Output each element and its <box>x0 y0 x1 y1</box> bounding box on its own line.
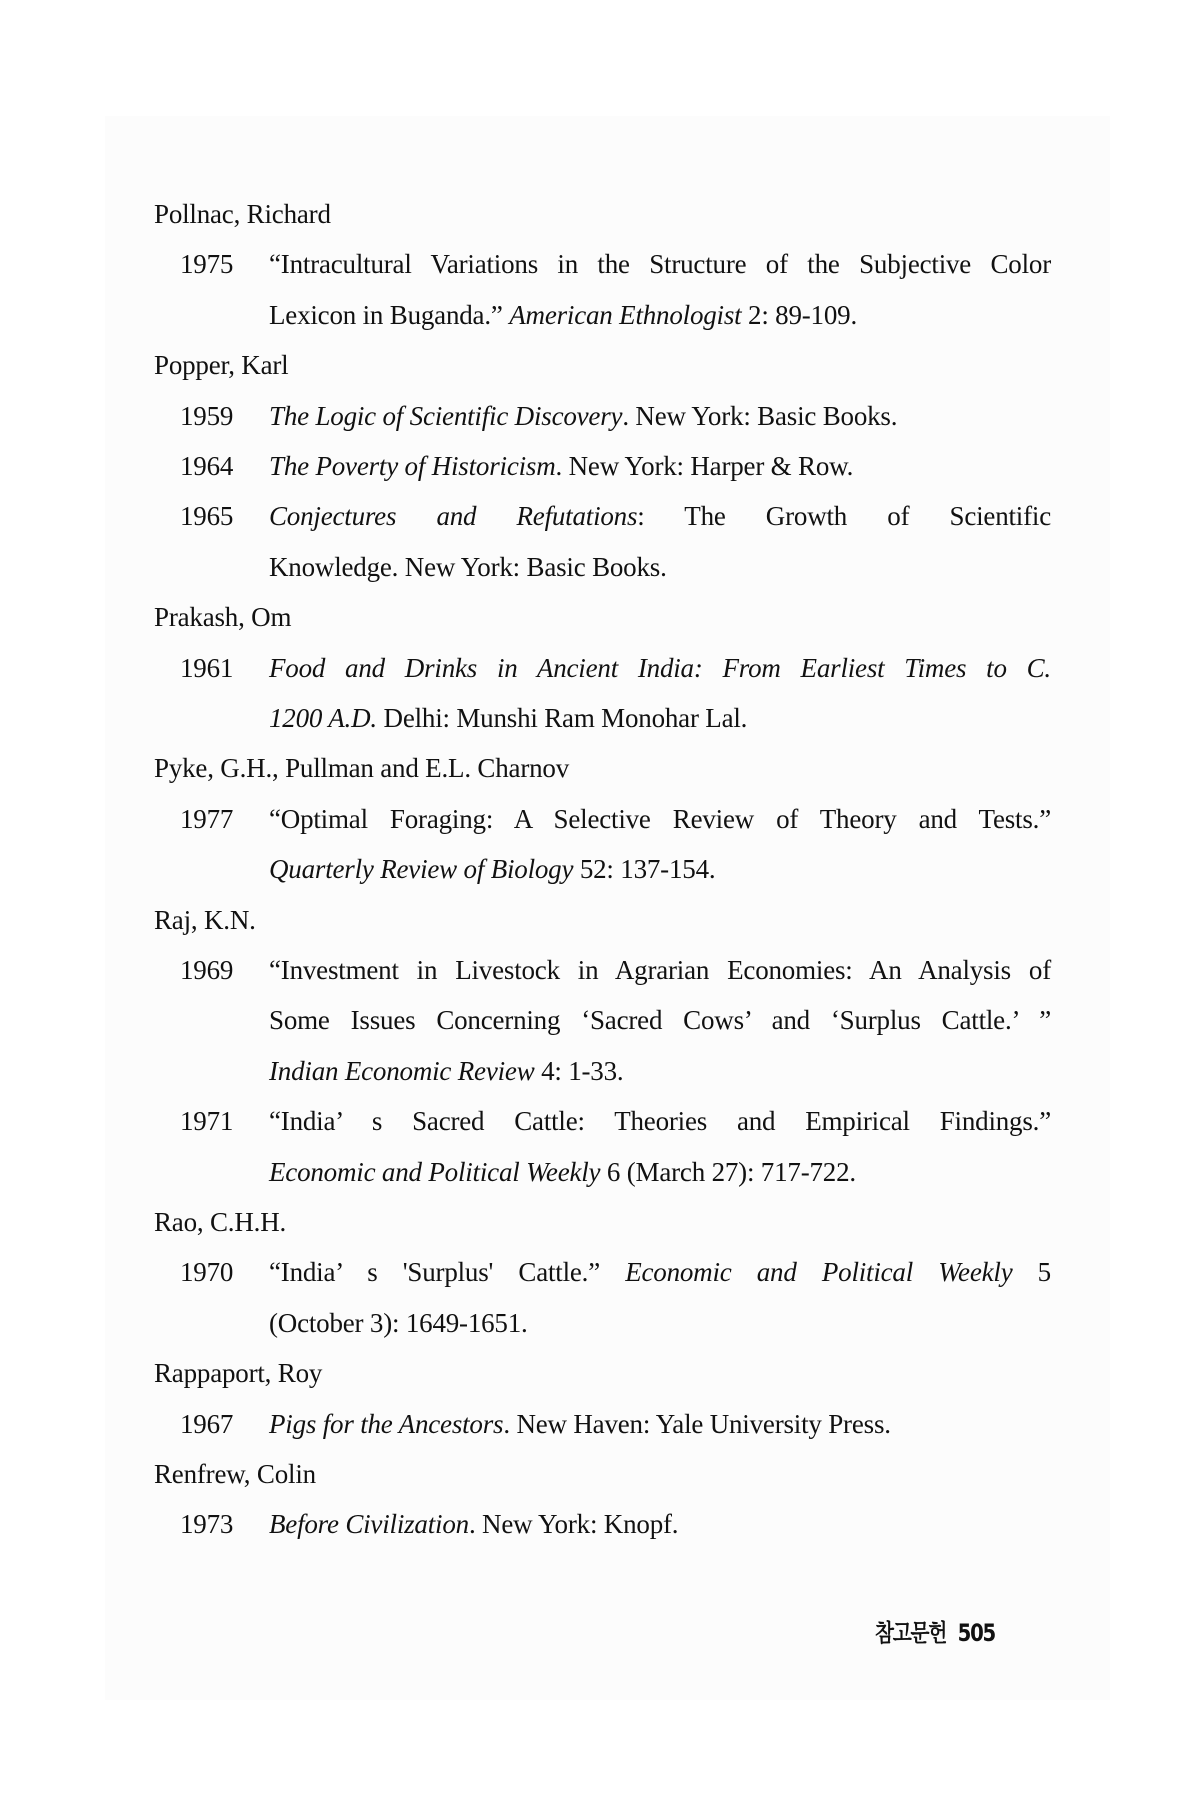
reference-text: Delhi: Munshi Ram Monohar Lal. <box>376 703 748 733</box>
italic-title: Pigs for the Ancestors <box>269 1408 504 1439</box>
reference-text-line <box>269 551 667 583</box>
reference-author: Prakash, Om <box>154 602 292 633</box>
reference-text: 4: 1-33. <box>534 1055 624 1086</box>
reference-year: 1965 <box>180 501 234 532</box>
reference-text-line <box>269 400 897 432</box>
italic-title: Quarterly Review of Biology <box>269 854 574 885</box>
reference-text-line <box>269 853 715 885</box>
reference-text-line <box>269 299 857 331</box>
reference-author: Popper, Karl <box>154 350 289 381</box>
reference-year: 1967 <box>180 1408 234 1439</box>
italic-title: Economic and Political Weekly <box>625 1257 1013 1288</box>
reference-text: . New York: Basic Books. <box>622 400 898 431</box>
reference-author: Rappaport, Roy <box>154 1358 323 1389</box>
reference-text: Some Issues Concerning ‘Sacred Cows’ and ‘Surplus Cattle.’ ” <box>269 1005 1051 1036</box>
italic-title: American Ethnologist <box>509 299 742 330</box>
reference-text: Knowledge. New York: Basic Books. <box>269 551 667 582</box>
italic-title: Food and Drinks in Ancient India: From Earliest Times to C. <box>269 652 1051 683</box>
reference-text: . New York: Knopf. <box>468 1509 679 1540</box>
section-label: 참고문헌 <box>875 1619 947 1647</box>
italic-title: Economic and Political Weekly <box>269 1156 601 1187</box>
reference-text-line <box>269 500 1051 532</box>
reference-year: 1977 <box>180 803 234 834</box>
reference-text: (October 3): 1649-1651. <box>269 1307 528 1338</box>
reference-text-line <box>269 1508 678 1540</box>
reference-text-line <box>269 954 1051 986</box>
italic-title: 1200 A.D. <box>269 703 377 733</box>
reference-text: “Optimal Foraging: A Selective Review of Theory and Tests.” <box>269 803 1051 834</box>
reference-text: . New York: Harper & Row. <box>555 451 854 481</box>
italic-title: Indian Economic Review <box>269 1055 535 1086</box>
reference-text: “India’ s Sacred Cattle: Theories and Empirical Findings.” <box>269 1106 1051 1137</box>
reference-text: : The Growth of Scientific <box>637 501 1051 532</box>
reference-text: “India’ s 'Surplus' Cattle.” <box>269 1257 626 1288</box>
reference-text: 6 (March 27): 717-722. <box>600 1156 856 1187</box>
reference-text-line <box>269 1408 891 1440</box>
reference-text-line <box>269 1105 1051 1137</box>
reference-author: Pyke, G.H., Pullman and E.L. Charnov <box>154 753 570 784</box>
reference-text-line <box>269 1004 1051 1036</box>
reference-text-line <box>269 702 747 734</box>
reference-text: 2: 89-109. <box>741 299 858 330</box>
reference-author: Renfrew, Colin <box>154 1459 316 1489</box>
reference-author: Pollnac, Richard <box>154 199 331 229</box>
reference-text-line <box>269 1156 856 1188</box>
reference-year: 1973 <box>180 1509 234 1540</box>
reference-year: 1959 <box>180 400 234 431</box>
italic-title: The Logic of Scientific Discovery <box>269 400 623 431</box>
reference-text-line <box>269 1256 1051 1288</box>
reference-text-line <box>269 1307 528 1339</box>
reference-author: Raj, K.N. <box>154 904 256 935</box>
reference-year: 1975 <box>180 249 234 280</box>
italic-title: Conjectures and Refutations <box>269 501 638 532</box>
reference-year: 1964 <box>180 451 234 481</box>
page-number: 505 <box>957 1619 996 1647</box>
reference-text-line <box>269 652 1051 684</box>
reference-year: 1971 <box>180 1106 234 1137</box>
reference-text: 52: 137-154. <box>573 854 716 885</box>
reference-text-line <box>269 1055 623 1087</box>
reference-text: Lexicon in Buganda.” <box>269 299 510 330</box>
reference-text-line <box>269 803 1051 835</box>
reference-text: “Investment in Livestock in Agrarian Economies: An Analysis of <box>269 955 1051 985</box>
reference-text: 5 <box>1012 1257 1051 1288</box>
reference-year: 1970 <box>180 1257 234 1288</box>
page-footer <box>875 1618 995 1648</box>
reference-text: “Intracultural Variations in the Structure of the Subjective Color <box>269 249 1051 280</box>
reference-year: 1969 <box>180 955 234 985</box>
reference-author: Rao, C.H.H. <box>154 1207 287 1237</box>
italic-title: The Poverty of Historicism <box>269 451 556 481</box>
reference-year: 1961 <box>180 652 234 683</box>
reference-text-line <box>269 450 853 482</box>
reference-text-line <box>269 248 1051 280</box>
italic-title: Before Civilization <box>269 1509 469 1540</box>
reference-text: . New Haven: Yale University Press. <box>503 1408 891 1439</box>
